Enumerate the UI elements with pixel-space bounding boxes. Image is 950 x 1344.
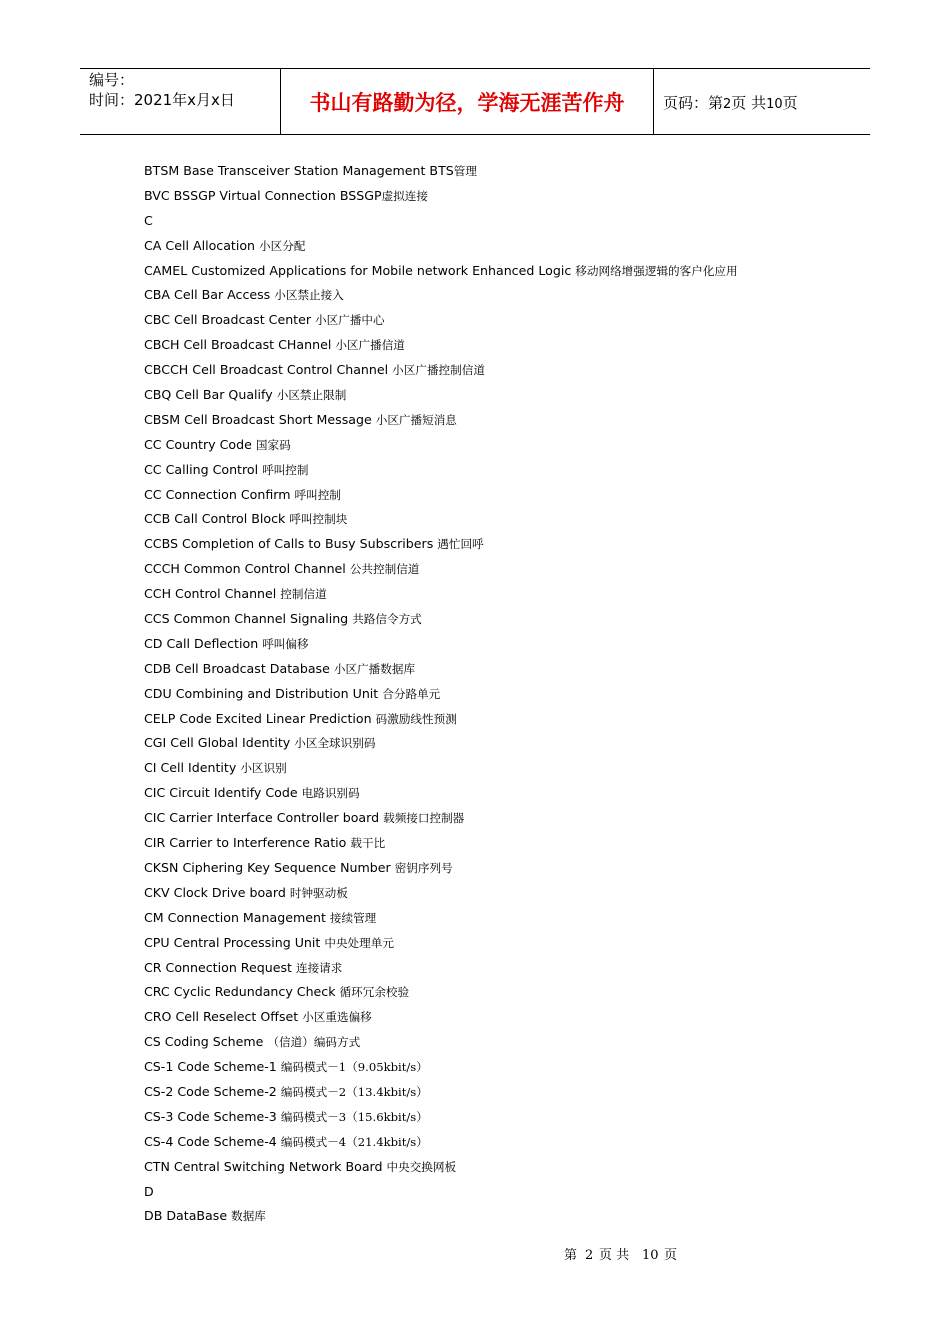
entry-term: CPU Central Processing Unit (144, 934, 325, 950)
entry-translation: 编码模式－2（13.4kbit/s） (280, 1084, 428, 1099)
entry-translation: 数据库 (231, 1209, 266, 1224)
glossary-entry (144, 607, 864, 632)
glossary-entry (144, 1030, 864, 1055)
glossary-entry (144, 532, 864, 557)
entry-translation: 小区重选偏移 (302, 1010, 372, 1025)
entry-term: CIC Circuit Identify Code (144, 785, 302, 801)
glossary-entry (144, 184, 864, 209)
entry-term: CIR Carrier to Interference Ratio (144, 835, 351, 851)
glossary-entry (144, 507, 864, 532)
entry-term: CIC Carrier Interface Controller board (144, 810, 384, 826)
entry-translation: 小区广播短消息 (375, 412, 457, 427)
glossary-entry (144, 756, 864, 781)
entry-translation: 小区广播信道 (335, 338, 405, 353)
entry-translation: （信道）编码方式 (267, 1035, 361, 1050)
entry-term: CCS Common Channel Signaling (144, 611, 353, 627)
page-suffix: 页 (782, 94, 798, 112)
glossary-entry (144, 1055, 864, 1080)
entry-term: CKSN Ciphering Key Sequence Number (144, 859, 395, 875)
glossary-entry (144, 980, 864, 1005)
glossary-entry (144, 1105, 864, 1130)
glossary-entry (144, 308, 864, 333)
glossary-entry (144, 433, 864, 458)
glossary-entry (144, 781, 864, 806)
entry-term: CS Coding Scheme (144, 1034, 268, 1050)
glossary-entry (144, 931, 864, 956)
glossary-entry (144, 458, 864, 483)
entry-term: CELP Code Excited Linear Prediction (144, 710, 376, 726)
entry-term: CCH Control Channel (144, 586, 281, 602)
entry-term: CDB Cell Broadcast Database (144, 660, 334, 676)
entry-translation: 编码模式－4（21.4kbit/s） (280, 1134, 428, 1149)
glossary-entry (144, 682, 864, 707)
entry-term: CS-3 Code Scheme-3 (144, 1108, 281, 1124)
entry-translation: 合分路单元 (382, 686, 441, 701)
glossary-entry (144, 1180, 864, 1205)
entry-translation: 载频接口控制器 (383, 811, 465, 826)
entry-term: CTN Central Switching Network Board (144, 1158, 387, 1174)
glossary-entry (144, 632, 864, 657)
entry-term: CAMEL Customized Applications for Mobile network Enhanced Logic (144, 262, 576, 278)
entry-term: CI Cell Identity (144, 760, 241, 776)
entry-translation: 小区全球识别码 (294, 736, 376, 751)
entry-translation: 管理 (453, 164, 477, 178)
glossary-entry (144, 657, 864, 682)
entry-translation: 密钥序列号 (394, 860, 453, 875)
entry-term: D (144, 1183, 154, 1199)
header-page-cell (654, 69, 870, 134)
glossary-entry (144, 1204, 864, 1229)
entry-term: CBCCH Cell Broadcast Control Channel (144, 362, 393, 378)
header-motto: 书山有路勤为径，学海无涯苦作舟 (309, 90, 625, 115)
entry-translation: 编码模式－3（15.6kbit/s） (280, 1109, 428, 1124)
glossary-entry (144, 731, 864, 756)
entry-term: CC Connection Confirm (144, 486, 295, 502)
entry-term: CBC Cell Broadcast Center (144, 312, 316, 328)
entry-term: CC Country Code (144, 436, 256, 452)
page-mid: 页 共 (731, 94, 767, 112)
entry-term: CS-1 Code Scheme-1 (144, 1059, 281, 1075)
entry-translation: 虚拟连接 (381, 188, 428, 203)
footer-total-pages: 10 (642, 1248, 659, 1263)
glossary-entry (144, 906, 864, 931)
entry-translation: 小区广播数据库 (333, 661, 416, 676)
entry-translation: 呼叫控制 (262, 462, 309, 477)
entry-translation: 中央交换网板 (386, 1159, 457, 1174)
entry-translation: 小区禁止接入 (274, 288, 344, 303)
entry-term: CKV Clock Drive board (144, 884, 290, 900)
entry-term: CBSM Cell Broadcast Short Message (144, 411, 376, 427)
entry-term: CBCH Cell Broadcast CHannel (144, 337, 336, 353)
serial-number-label: 编号： (89, 71, 135, 89)
entry-translation: 共路信令方式 (352, 612, 422, 627)
glossary-entry (144, 333, 864, 358)
entry-term: CRC Cyclic Redundancy Check (144, 984, 340, 1000)
entry-translation: 中央处理单元 (324, 935, 394, 950)
glossary-entry (144, 856, 864, 881)
entry-translation: 小区广播控制信道 (392, 363, 485, 378)
glossary-entry (144, 209, 864, 234)
entry-translation: 呼叫控制块 (289, 512, 348, 527)
time-label: 时间：2021年x月x日 (89, 91, 235, 109)
glossary-entry (144, 806, 864, 831)
glossary-list (144, 159, 864, 1229)
glossary-entry (144, 1155, 864, 1180)
glossary-entry (144, 831, 864, 856)
entry-term: CRO Cell Reselect Offset (144, 1009, 303, 1025)
entry-translation: 小区识别 (240, 761, 287, 776)
entry-translation: 小区广播中心 (315, 313, 385, 328)
glossary-entry (144, 259, 864, 284)
entry-translation: 码激励线性预测 (375, 711, 457, 726)
entry-translation: 移动网络增强逻辑的客户化应用 (575, 263, 738, 278)
entry-term: CS-4 Code Scheme-4 (144, 1133, 281, 1149)
glossary-entry (144, 557, 864, 582)
entry-translation: 小区分配 (259, 238, 306, 253)
entry-term: CCB Call Control Block (144, 511, 290, 527)
entry-term: DB DataBase (144, 1208, 232, 1224)
entry-translation: 遇忙回呼 (437, 537, 484, 552)
entry-term: CR Connection Request (144, 959, 296, 975)
entry-translation: 小区禁止限制 (276, 388, 347, 403)
entry-term: C (144, 212, 153, 228)
footer-prefix: 第 (564, 1248, 578, 1263)
glossary-entry (144, 234, 864, 259)
entry-term: CCCH Common Control Channel (144, 561, 350, 577)
entry-translation: 呼叫偏移 (262, 636, 309, 651)
footer-suffix: 页 (664, 1248, 678, 1263)
glossary-entry (144, 408, 864, 433)
header-page-number (663, 93, 798, 115)
glossary-entry (144, 383, 864, 408)
entry-translation: 电路识别码 (301, 786, 360, 801)
header-info-cell (80, 69, 281, 134)
page-current: 2 (723, 97, 732, 112)
glossary-entry (144, 1080, 864, 1105)
entry-translation: 呼叫控制 (294, 487, 341, 502)
header-motto-cell (281, 69, 654, 134)
glossary-entry (144, 483, 864, 508)
page-total: 10 (766, 97, 783, 112)
entry-term: CM Connection Management (144, 909, 330, 925)
glossary-entry (144, 707, 864, 732)
entry-translation: 接续管理 (329, 910, 377, 925)
entry-translation: 时钟驱动板 (289, 885, 348, 900)
glossary-entry (144, 159, 864, 184)
page-header (80, 68, 870, 135)
glossary-entry (144, 358, 864, 383)
entry-term: CBA Cell Bar Access (144, 287, 275, 303)
entry-translation: 国家码 (255, 437, 291, 452)
footer-mid: 页 共 (599, 1248, 630, 1263)
glossary-entry (144, 1005, 864, 1030)
entry-term: BVC BSSGP Virtual Connection BSSGP (144, 187, 382, 203)
glossary-entry (144, 1130, 864, 1155)
entry-term: CA Cell Allocation (144, 237, 260, 253)
entry-term: BTSM Base Transceiver Station Management BTS (144, 163, 454, 178)
glossary-entry (144, 283, 864, 308)
glossary-entry (144, 881, 864, 906)
footer-current-page: 2 (585, 1248, 594, 1263)
glossary-entry (144, 582, 864, 607)
entry-translation: 循环冗余校验 (339, 985, 410, 1000)
entry-term: CBQ Cell Bar Qualify (144, 387, 277, 403)
entry-translation: 载干比 (350, 836, 386, 851)
entry-translation: 公共控制信道 (349, 562, 420, 577)
entry-translation: 连接请求 (295, 960, 343, 975)
entry-translation: 控制信道 (280, 587, 327, 602)
entry-term: CC Calling Control (144, 461, 263, 477)
entry-term: CGI Cell Global Identity (144, 735, 295, 751)
entry-translation: 编码模式－1（9.05kbit/s） (280, 1060, 428, 1075)
glossary-entry (144, 956, 864, 981)
entry-term: CD Call Deflection (144, 635, 263, 651)
entry-term: CDU Combining and Distribution Unit (144, 685, 383, 701)
page-prefix: 页码：第 (663, 94, 724, 112)
entry-term: CCBS Completion of Calls to Busy Subscribers (144, 536, 438, 552)
entry-term: CS-2 Code Scheme-2 (144, 1083, 281, 1099)
